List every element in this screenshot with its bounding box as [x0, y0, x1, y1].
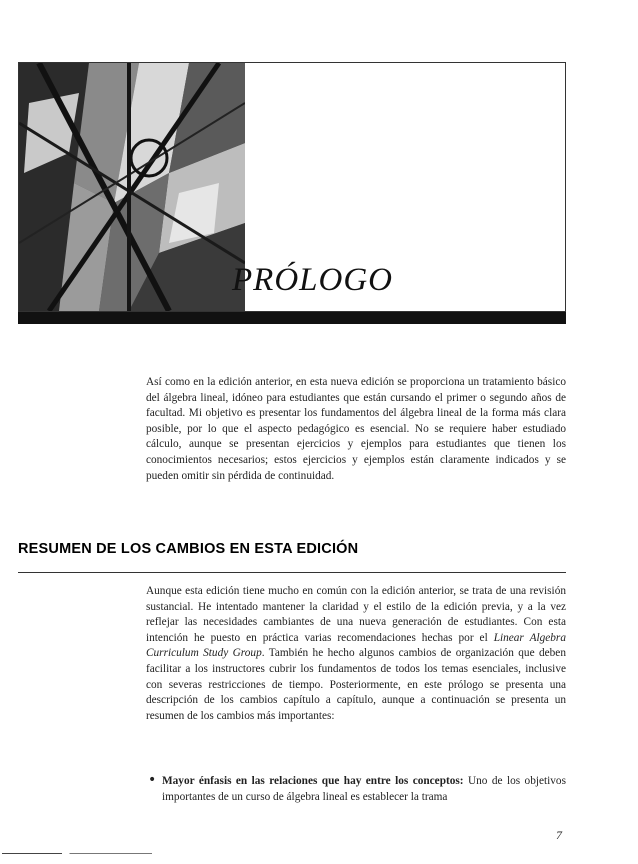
scan-artifact-line: [2, 853, 152, 854]
bullet-icon: •: [148, 772, 157, 788]
chapter-title: PRÓLOGO: [232, 262, 393, 298]
page-number: 7: [556, 828, 562, 842]
section-text-italic: Linear Algebra Curriculum Study Group: [146, 631, 566, 660]
section-heading: RESUMEN DE LOS CAMBIOS EN ESTA EDICIÓN: [18, 541, 359, 557]
bullet-item: [148, 772, 566, 805]
header-divider: [18, 312, 566, 324]
bullet-lead: Mayor énfasis en las relaciones que hay entre los conceptos:: [162, 775, 464, 787]
section-paragraph: [146, 584, 566, 724]
chapter-opener-artwork: [19, 63, 245, 311]
section-text-part2: . También he hecho algunos cambios de organización que deben facilitar a los instructores cubrir los fundamentos de todos los temas esenciales, inclusive con severas restricciones de tiempo. Posteriormente, en este prólogo se presenta una descripción de los cambios capítulo a capítulo, aunque a continuación se presenta un resumen de los cambios más importantes:: [146, 647, 566, 722]
intro-paragraph: Así como en la edición anterior, en esta nueva edición se proporciona un tratamiento básico del álgebra lineal, idóneo para estudiantes que están cursando el primer o segundo años de facultad. Mi objetivo es presentar los fundamentos del álgebra lineal de la forma más clara posible, por lo que el aspecto pedagógico es esencial. No se requiere haber estudiado cálculo, aunque se presentan ejercicios y ejemplos para estudiantes que tienen los conocimientos necesarios; estos ejercicios y ejemplos están claramente indicados y se pueden omitir sin pérdida de continuidad.: [146, 376, 566, 482]
bullet-text: Uno de los objetivos importantes de un curso de álgebra lineal es establecer la trama: [162, 775, 566, 803]
section-divider: [18, 572, 566, 573]
abstract-art-icon: [19, 63, 245, 311]
section-text-part1: Aunque esta edición tiene mucho en común con la edición anterior, se trata de una revisión sustancial. He intentado mantener la claridad y el estilo de la edición previa, y a la vez reflejar las necesidades cambiantes de una nueva generación de estudiantes. Con esta intención he puesto en práctica varias recomendaciones hechas por el: [146, 585, 566, 644]
